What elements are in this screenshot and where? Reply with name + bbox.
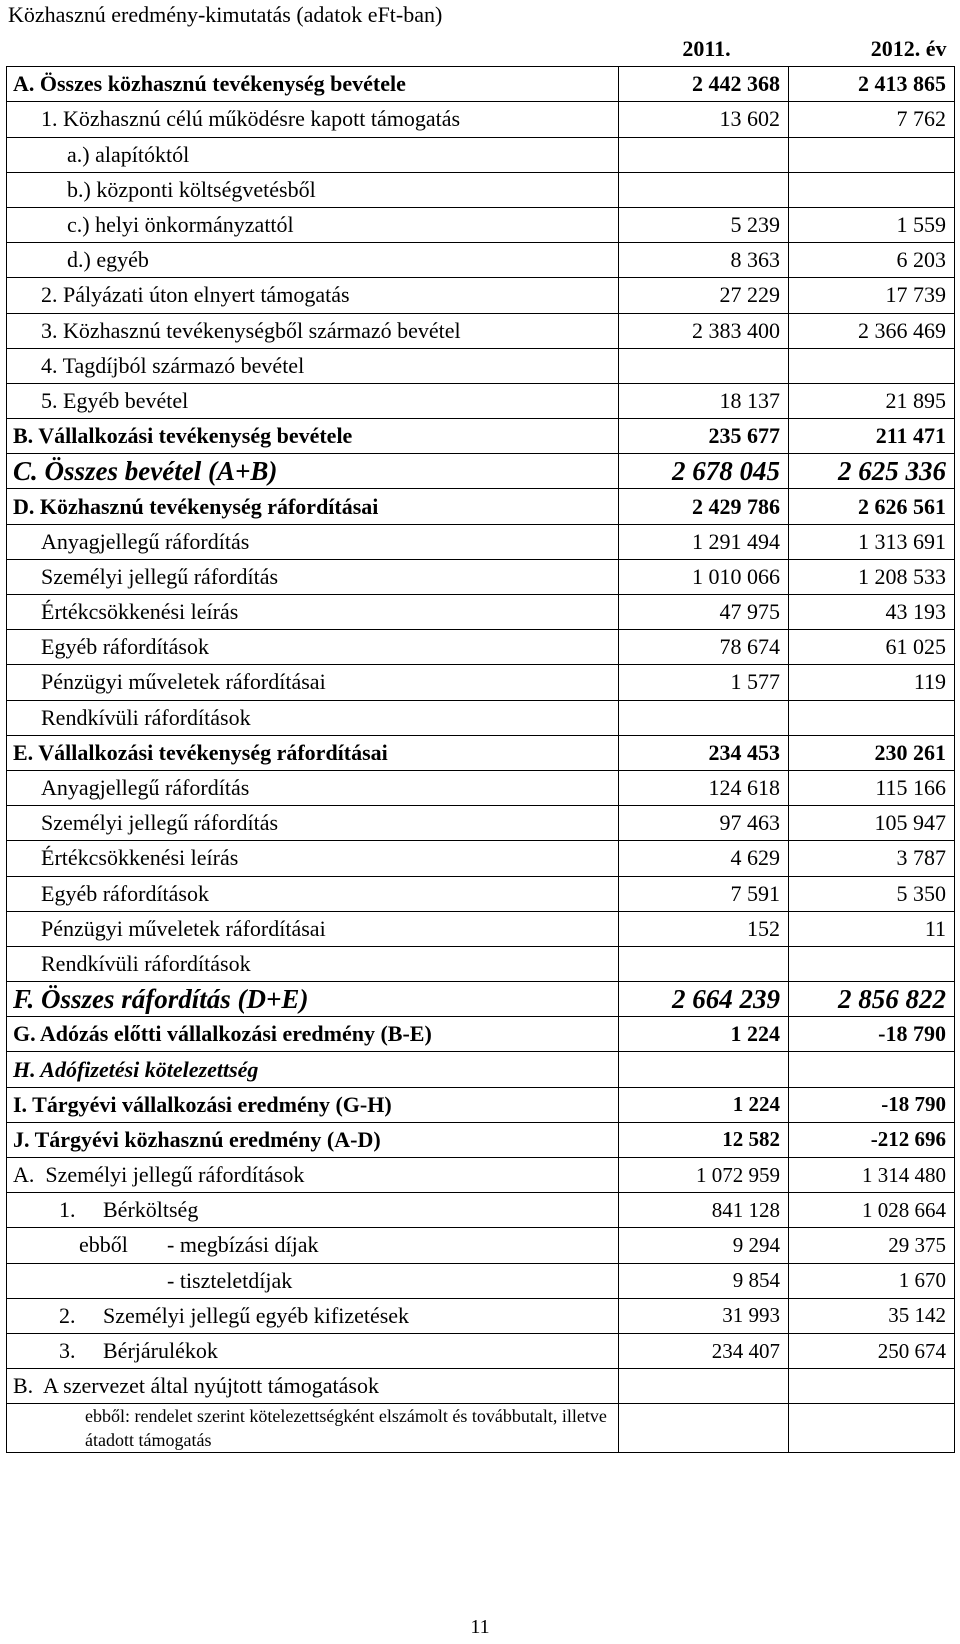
table-row (7, 1052, 955, 1087)
table-row (7, 559, 955, 594)
table-row (7, 1333, 955, 1368)
table-row (7, 1404, 955, 1453)
row-label: D. Közhasznú tevékenység ráfordításai (7, 489, 619, 524)
value-2011: 235 677 (619, 419, 789, 454)
row-label: d.) egyéb (7, 243, 619, 278)
row-label: b.) központi költségvetésből (7, 172, 619, 207)
value-2011: 8 363 (619, 243, 789, 278)
year-header-row (7, 32, 955, 67)
value-2011 (619, 348, 789, 383)
table-row (7, 946, 955, 981)
value-2012: 105 947 (789, 806, 955, 841)
value-2012 (789, 1369, 955, 1404)
value-2012 (789, 1404, 955, 1453)
value-2011: 1 072 959 (619, 1158, 789, 1193)
income-statement-table (6, 32, 955, 1453)
value-2011 (619, 137, 789, 172)
table-row (7, 841, 955, 876)
row-label (7, 1193, 619, 1228)
value-2011 (619, 1052, 789, 1087)
row-label: - tiszteletdíjak (7, 1263, 619, 1298)
value-2011: 841 128 (619, 1193, 789, 1228)
value-2011: 234 453 (619, 735, 789, 770)
value-2012: 43 193 (789, 595, 955, 630)
table-row (7, 102, 955, 137)
value-2011: 2 383 400 (619, 313, 789, 348)
value-2012: -212 696 (789, 1122, 955, 1157)
table-row (7, 1369, 955, 1404)
value-2012: 1 559 (789, 207, 955, 242)
value-2011: 31 993 (619, 1298, 789, 1333)
value-2012: -18 790 (789, 1017, 955, 1052)
value-2012 (789, 1052, 955, 1087)
table-row (7, 383, 955, 418)
table-row (7, 630, 955, 665)
row-label (7, 1228, 619, 1263)
row-label: ebből: rendelet szerint kötelezettségként elszámolt és továbbutalt, illetve átadott támogatás (7, 1404, 619, 1453)
value-2011: 1 224 (619, 1017, 789, 1052)
row-label: G. Adózás előtti vállalkozási eredmény (B-E) (7, 1017, 619, 1052)
value-2011: 47 975 (619, 595, 789, 630)
table-row (7, 1193, 955, 1228)
table-row (7, 770, 955, 805)
row-label: Egyéb ráfordítások (7, 876, 619, 911)
table-row (7, 207, 955, 242)
value-2011: 2 442 368 (619, 67, 789, 102)
value-2012: 21 895 (789, 383, 955, 418)
value-2012: 17 739 (789, 278, 955, 313)
table-row (7, 735, 955, 770)
table-row (7, 1122, 955, 1157)
table-row (7, 1263, 955, 1298)
value-2012 (789, 946, 955, 981)
value-2011: 4 629 (619, 841, 789, 876)
table-row (7, 1228, 955, 1263)
table-row (7, 172, 955, 207)
row-label: 1. Közhasznú célú működésre kapott támogatás (7, 102, 619, 137)
row-label: 4. Tagdíjból származó bevétel (7, 348, 619, 383)
value-2011: 9 294 (619, 1228, 789, 1263)
value-2011 (619, 1404, 789, 1453)
table-row (7, 67, 955, 102)
value-2012: 230 261 (789, 735, 955, 770)
table-row (7, 243, 955, 278)
value-2012: 2 366 469 (789, 313, 955, 348)
value-2012: 1 028 664 (789, 1193, 955, 1228)
value-2011: 152 (619, 911, 789, 946)
value-2012: 1 314 480 (789, 1158, 955, 1193)
value-2011: 78 674 (619, 630, 789, 665)
value-2012: 2 856 822 (789, 982, 955, 1017)
value-2012: 5 350 (789, 876, 955, 911)
row-label: 3. Közhasznú tevékenységből származó bevétel (7, 313, 619, 348)
table-row (7, 665, 955, 700)
row-label: Rendkívüli ráfordítások (7, 700, 619, 735)
row-label (7, 1333, 619, 1368)
table-row (7, 1158, 955, 1193)
table-row (7, 982, 955, 1017)
value-2012: 7 762 (789, 102, 955, 137)
value-2011: 2 664 239 (619, 982, 789, 1017)
value-2012: 61 025 (789, 630, 955, 665)
table-row (7, 876, 955, 911)
value-2011: 18 137 (619, 383, 789, 418)
row-label: Rendkívüli ráfordítások (7, 946, 619, 981)
value-2011: 12 582 (619, 1122, 789, 1157)
table-row (7, 278, 955, 313)
value-2012 (789, 172, 955, 207)
row-label: I. Tárgyévi vállalkozási eredmény (G-H) (7, 1087, 619, 1122)
table-row (7, 595, 955, 630)
row-label: Anyagjellegű ráfordítás (7, 524, 619, 559)
value-2012: 2 626 561 (789, 489, 955, 524)
table-row (7, 700, 955, 735)
value-2011 (619, 172, 789, 207)
page-number: 11 (470, 1616, 490, 1638)
table-row (7, 806, 955, 841)
row-label-num: 2. (59, 1302, 76, 1328)
table-row (7, 137, 955, 172)
row-label: a.) alapítóktól (7, 137, 619, 172)
value-2012 (789, 700, 955, 735)
row-label: B. Vállalkozási tevékenység bevétele (7, 419, 619, 454)
row-label: C. Összes bevétel (A+B) (7, 454, 619, 489)
row-label: 2. Pályázati úton elnyert támogatás (7, 278, 619, 313)
value-2011: 124 618 (619, 770, 789, 805)
table-row (7, 348, 955, 383)
value-2011: 1 291 494 (619, 524, 789, 559)
value-2012: 250 674 (789, 1333, 955, 1368)
row-label: c.) helyi önkormányzattól (7, 207, 619, 242)
row-label: Pénzügyi műveletek ráfordításai (7, 665, 619, 700)
value-2011: 7 591 (619, 876, 789, 911)
value-2011 (619, 946, 789, 981)
value-2011: 2 429 786 (619, 489, 789, 524)
table-row (7, 454, 955, 489)
row-label: A. Személyi jellegű ráfordítások (7, 1158, 619, 1193)
value-2011: 1 577 (619, 665, 789, 700)
row-label-text: Bérköltség (103, 1197, 199, 1223)
row-label: J. Tárgyévi közhasznú eredmény (A-D) (7, 1122, 619, 1157)
year-2012-header: 2012. év (789, 32, 955, 67)
value-2011: 234 407 (619, 1333, 789, 1368)
value-2012: 2 413 865 (789, 67, 955, 102)
table-row (7, 911, 955, 946)
row-label-num: 3. (59, 1338, 76, 1364)
table-row (7, 524, 955, 559)
value-2011: 5 239 (619, 207, 789, 242)
value-2011: 2 678 045 (619, 454, 789, 489)
value-2012: 29 375 (789, 1228, 955, 1263)
row-label: Pénzügyi műveletek ráfordításai (7, 911, 619, 946)
page-title: Közhasznú eredmény-kimutatás (adatok eFt-ban) (8, 2, 443, 27)
value-2011: 9 854 (619, 1263, 789, 1298)
value-2012: 2 625 336 (789, 454, 955, 489)
row-label: H. Adófizetési kötelezettség (7, 1052, 619, 1087)
value-2012: 1 313 691 (789, 524, 955, 559)
value-2011: 1 010 066 (619, 559, 789, 594)
value-2012: 1 670 (789, 1263, 955, 1298)
value-2012: 1 208 533 (789, 559, 955, 594)
table-row (7, 1087, 955, 1122)
row-label: 5. Egyéb bevétel (7, 383, 619, 418)
value-2012: 6 203 (789, 243, 955, 278)
value-2012: 115 166 (789, 770, 955, 805)
table-row (7, 313, 955, 348)
row-label-num: ebből (79, 1232, 128, 1258)
value-2012: 3 787 (789, 841, 955, 876)
row-label: F. Összes ráfordítás (D+E) (7, 982, 619, 1017)
value-2011: 27 229 (619, 278, 789, 313)
row-label-text: Személyi jellegű egyéb kifizetések (103, 1302, 410, 1328)
row-label: Anyagjellegű ráfordítás (7, 770, 619, 805)
row-label (7, 1298, 619, 1333)
row-label: E. Vállalkozási tevékenység ráfordításai (7, 735, 619, 770)
value-2012: 11 (789, 911, 955, 946)
value-2011 (619, 700, 789, 735)
value-2011: 97 463 (619, 806, 789, 841)
value-2012: 119 (789, 665, 955, 700)
row-label-num: 1. (59, 1197, 76, 1223)
row-label: A. Összes közhasznú tevékenység bevétele (7, 67, 619, 102)
value-2012 (789, 348, 955, 383)
row-label: Értékcsökkenési leírás (7, 595, 619, 630)
value-2011 (619, 1369, 789, 1404)
row-label: Személyi jellegű ráfordítás (7, 559, 619, 594)
row-label-text: Bérjárulékok (103, 1338, 218, 1364)
table-row (7, 1017, 955, 1052)
header-blank (7, 32, 619, 67)
value-2012: 211 471 (789, 419, 955, 454)
row-label: Egyéb ráfordítások (7, 630, 619, 665)
value-2012 (789, 137, 955, 172)
value-2012: 35 142 (789, 1298, 955, 1333)
year-2011-header: 2011. (619, 32, 789, 67)
table-row (7, 419, 955, 454)
row-label: B. A szervezet által nyújtott támogatások (7, 1369, 619, 1404)
row-label-text: - megbízási díjak (167, 1232, 319, 1258)
value-2012: -18 790 (789, 1087, 955, 1122)
value-2011: 13 602 (619, 102, 789, 137)
row-label: Értékcsökkenési leírás (7, 841, 619, 876)
table-row (7, 489, 955, 524)
row-label: Személyi jellegű ráfordítás (7, 806, 619, 841)
table-row (7, 1298, 955, 1333)
value-2011: 1 224 (619, 1087, 789, 1122)
